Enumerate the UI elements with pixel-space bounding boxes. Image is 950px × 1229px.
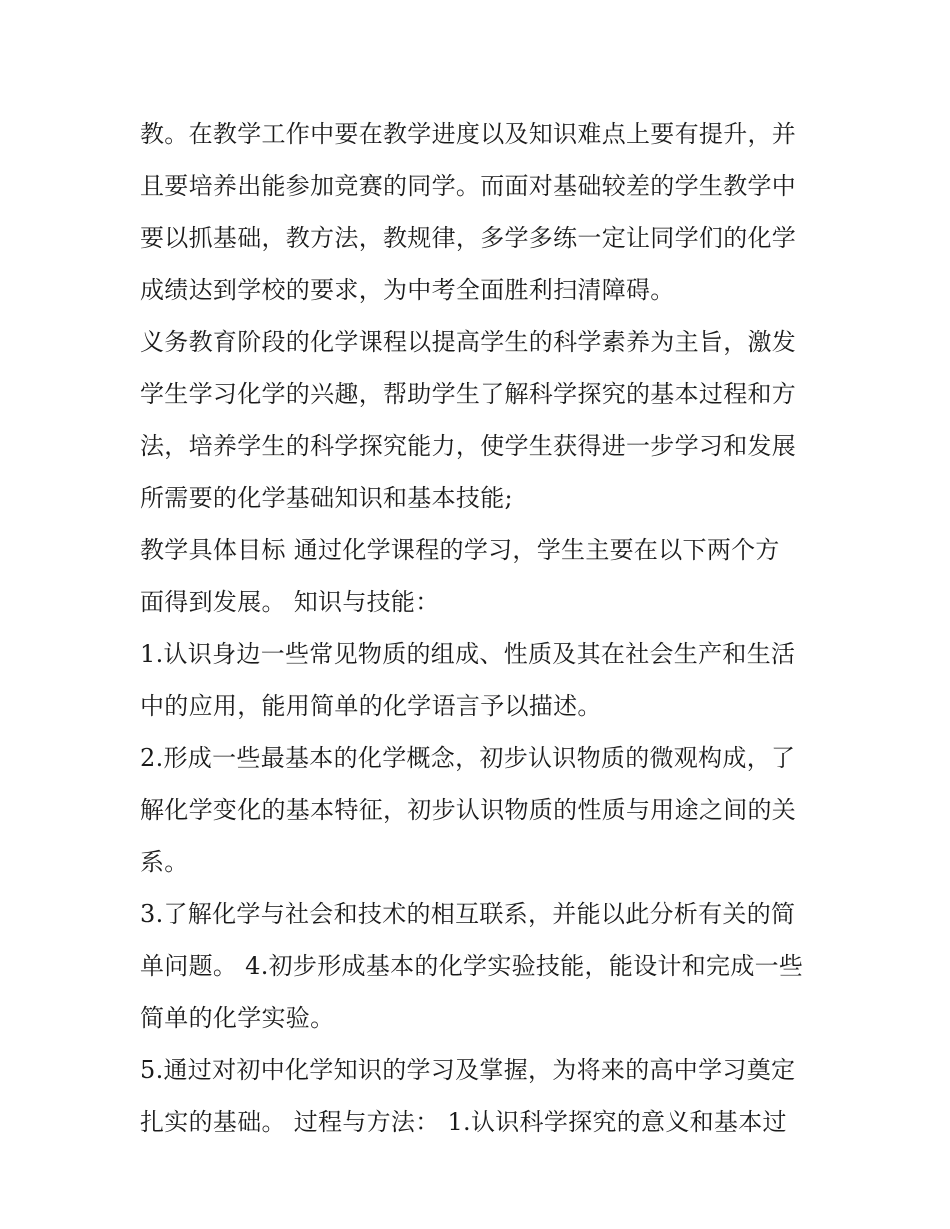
text-line: 中的应用，能用简单的化学语言予以描述。 xyxy=(140,692,602,720)
text-line: 3.了解化学与社会和技术的相互联系，并能以此分析有关的简 xyxy=(140,900,796,928)
text-line: 解化学变化的基本特征，初步认识物质的性质与用途之间的关 xyxy=(140,796,797,824)
paragraph-teaching-progress xyxy=(140,108,820,316)
list-item-2 xyxy=(140,732,820,888)
text-line: 且要培养出能参加竞赛的同学。而面对基础较差的学生教学中 xyxy=(140,172,797,200)
paragraph-curriculum-aim xyxy=(140,316,820,524)
list-item-1 xyxy=(140,628,820,732)
text-line: 教学具体目标 通过化学课程的学习，学生主要在以下两个方 xyxy=(140,536,780,564)
text-line: 法，培养学生的科学探究能力，使学生获得进一步学习和发展 xyxy=(140,432,797,460)
text-line: 扎实的基础。 过程与方法： 1.认识科学探究的意义和基本过 xyxy=(140,1108,787,1136)
document-body xyxy=(140,108,820,1148)
text-line: 简单的化学实验。 xyxy=(140,1004,335,1032)
text-line: 学生学习化学的兴趣，帮助学生了解科学探究的基本过程和方 xyxy=(140,380,797,408)
text-line: 要以抓基础，教方法，教规律，多学多练一定让同学们的化学 xyxy=(140,224,797,252)
text-line: 5.通过对初中化学知识的学习及掌握，为将来的高中学习奠定 xyxy=(140,1056,796,1084)
text-line: 单问题。 4.初步形成基本的化学实验技能，能设计和完成一些 xyxy=(140,952,804,980)
text-line: 1.认识身边一些常见物质的组成、性质及其在社会生产和生活 xyxy=(140,640,796,668)
list-item-5 xyxy=(140,1044,820,1148)
text-line: 2.形成一些最基本的化学概念，初步认识物质的微观构成，了 xyxy=(140,744,796,772)
paragraph-specific-goals xyxy=(140,524,820,628)
list-item-3-4 xyxy=(140,888,820,1044)
text-line: 所需要的化学基础知识和基本技能; xyxy=(140,484,513,512)
text-line: 教。在教学工作中要在教学进度以及知识难点上要有提升，并 xyxy=(140,120,797,148)
text-line: 成绩达到学校的要求，为中考全面胜利扫清障碍。 xyxy=(140,276,675,304)
text-line: 义务教育阶段的化学课程以提高学生的科学素养为主旨，激发 xyxy=(140,328,797,356)
text-line: 系。 xyxy=(140,848,189,876)
text-line: 面得到发展。 知识与技能： xyxy=(140,588,440,616)
